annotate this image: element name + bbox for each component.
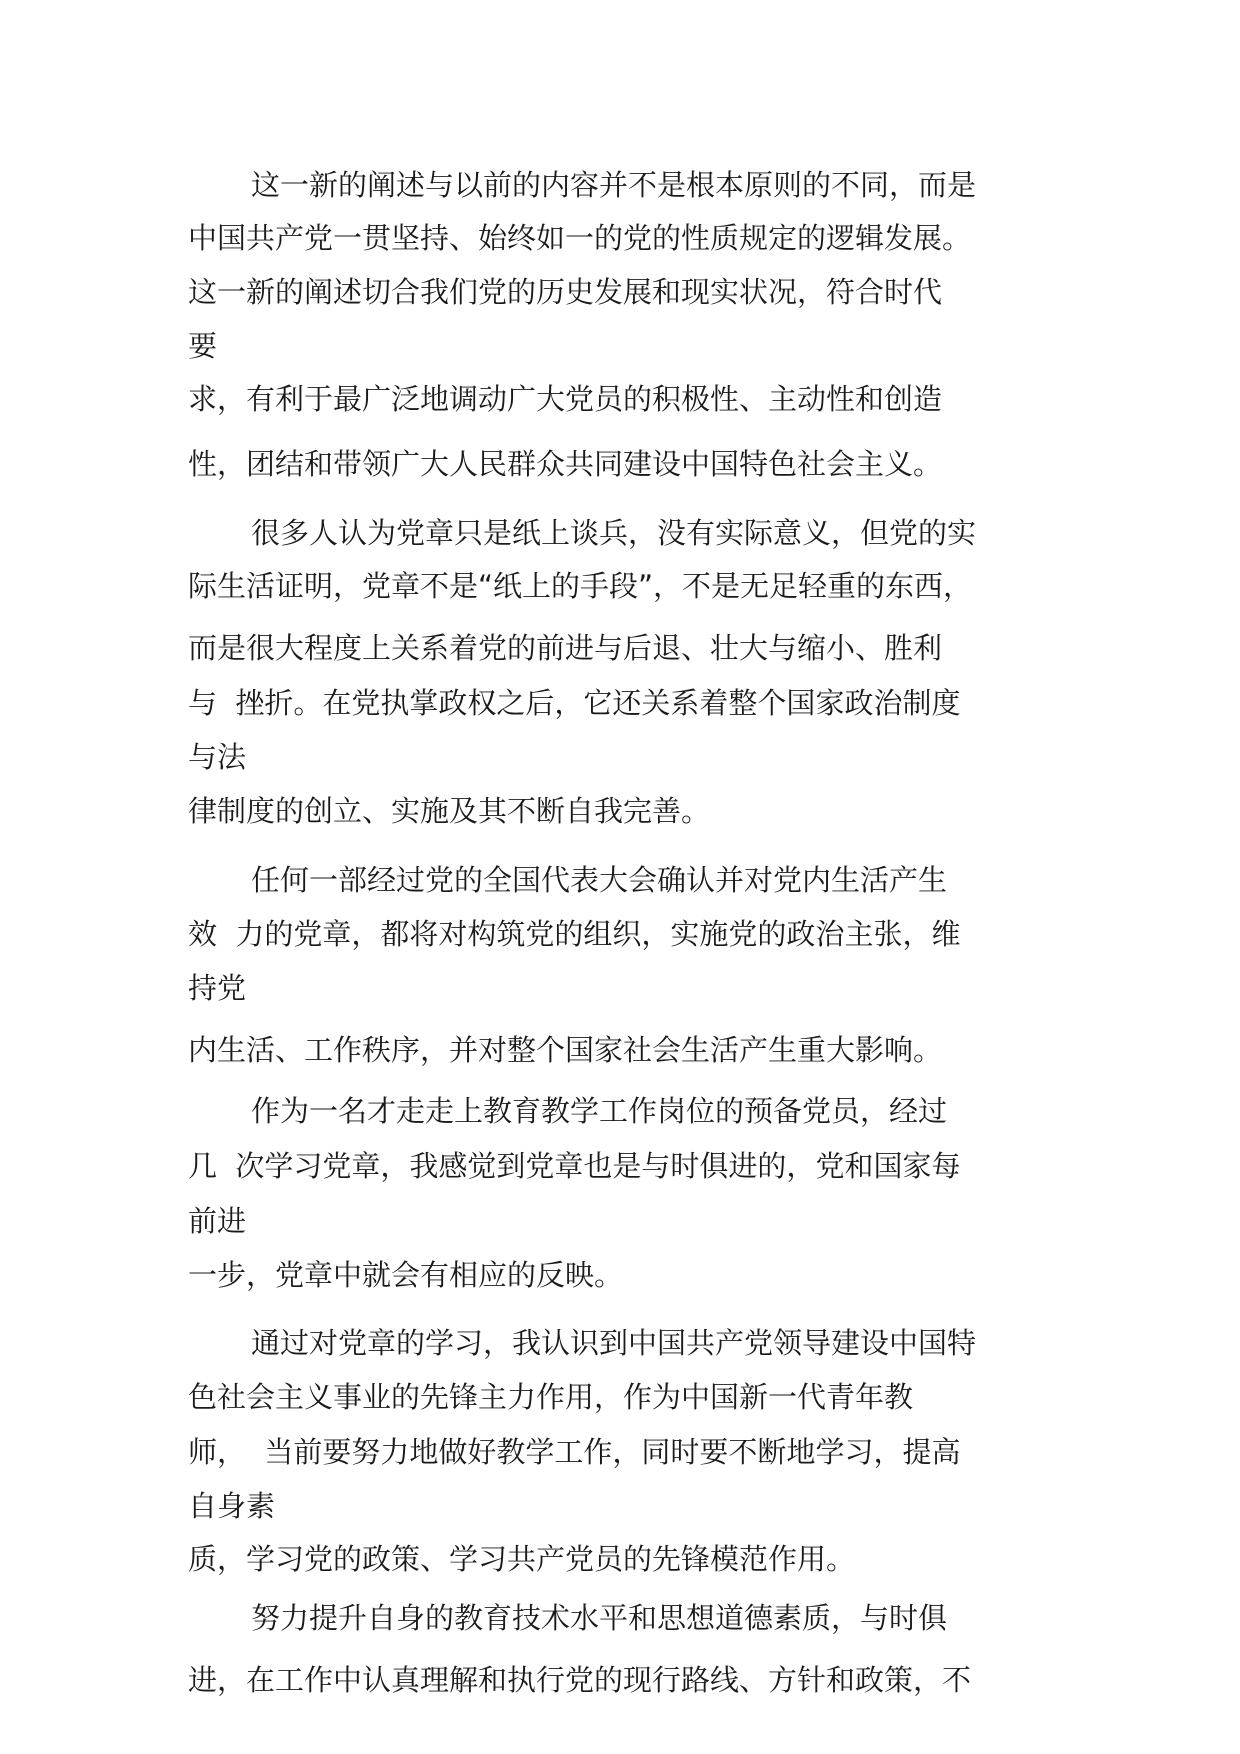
text-line: 几 次学习党章，我感觉到党章也是与时俱进的，党和国家每 [188,1149,961,1183]
text-line: 色社会主义事业的先锋主力作用，作为中国新一代青年教 [188,1380,914,1414]
text-line: 求，有利于最广泛地调动广大党员的积极性、主动性和创造 [188,382,943,416]
text-line: 与 挫折。在党执掌政权之后，它还关系着整个国家政治制度 [188,686,961,720]
text-line: 进，在工作中认真理解和执行党的现行路线、方针和政策，不 [188,1663,972,1697]
text-line: 作为一名才走走上教育教学工作岗位的预备党员，经过 [251,1094,948,1128]
text-line: 通过对党章的学习，我认识到中国共产党领导建设中国特 [251,1326,977,1360]
text-line: 内生活、工作秩序，并对整个国家社会生活产生重大影响。 [188,1033,943,1067]
text-line: 这一新的阐述与以前的内容并不是根本原则的不同，而是 [251,168,977,202]
text-line: 很多人认为党章只是纸上谈兵，没有实际意义，但党的实 [251,516,977,550]
text-line: 师， 当前要努力地做好教学工作，同时要不断地学习，提高 [188,1435,961,1469]
text-line: 要 [188,329,218,363]
text-line: 际生活证明，党章不是“纸上的手段”，不是无足轻重的东西， [188,569,973,603]
text-line: 中国共产党一贯坚持、始终如一的党的性质规定的逻辑发展。 [188,221,972,255]
text-line: 持党 [188,971,247,1005]
text-line: 努力提升自身的教育技术水平和思想道德素质，与时俱 [251,1601,948,1635]
text-line: 前进 [188,1204,247,1238]
text-line: 自身素 [188,1489,276,1523]
text-line: 与法 [188,740,247,774]
text-line: 性，团结和带领广大人民群众共同建设中国特色社会主义。 [188,447,943,481]
text-line: 这一新的阐述切合我们党的历史发展和现实状况，符合时代 [188,275,943,309]
text-line: 效 力的党章，都将对构筑党的组织，实施党的政治主张，维 [188,917,961,951]
text-line: 任何一部经过党的全国代表大会确认并对党内生活产生 [251,863,948,897]
text-line: 律制度的创立、实施及其不断自我完善。 [188,794,711,828]
text-line: 质，学习党的政策、学习共产党员的先锋模范作用。 [188,1542,856,1576]
text-line: 而是很大程度上关系着党的前进与后退、壮大与缩小、胜利 [188,631,943,665]
text-line: 一步，党章中就会有相应的反映。 [188,1258,624,1292]
